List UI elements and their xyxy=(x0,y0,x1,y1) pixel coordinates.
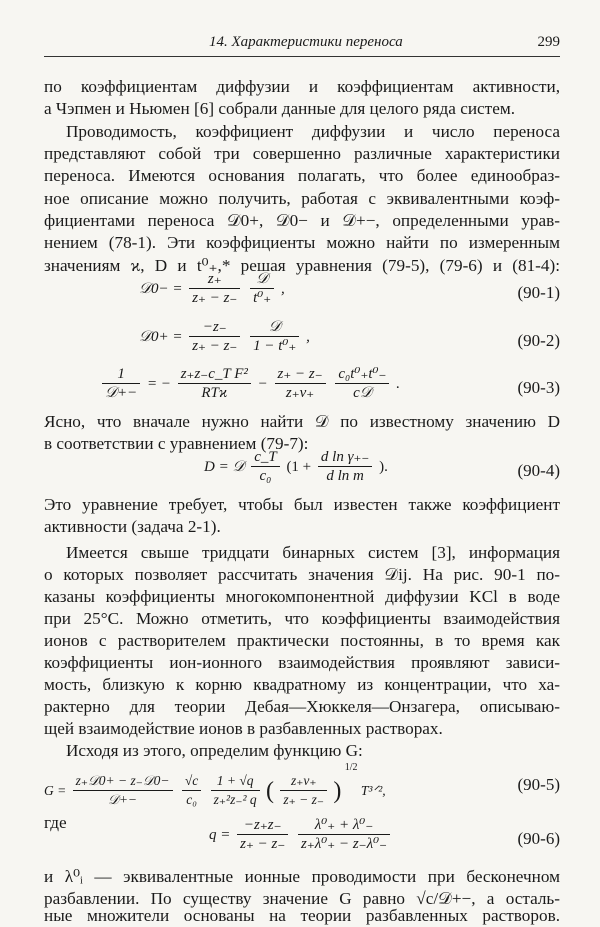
text-line: казаны коэффициенты многокомпонентной диффузии KCl в воде xyxy=(44,587,560,606)
text-line: в соответствии с уравнением (79-7): xyxy=(44,434,309,453)
text-line: и λ⁰ᵢ — эквивалентные ионные проводимости при бесконечном xyxy=(44,867,560,886)
text-line: рактерно для теории Дебая—Хюккеля—Онзагера, описываю- xyxy=(44,697,560,716)
text-line: переноса. Имеются основания полагать, что более единообраз- xyxy=(44,166,560,185)
text-line: ное описание можно получить, работая с эквивалентными коэф- xyxy=(44,189,560,208)
equation-label: (90-2) xyxy=(517,331,560,350)
equation-label: (90-6) xyxy=(517,829,560,848)
text-line: Ясно, что вначале нужно найти 𝒟 по известному значению D xyxy=(44,412,560,431)
equation-90-3: 1 𝒟+− = − z₊z₋c_T F² RTϰ − $\frac{z_+ - z_-}{z_+\nu_+}$ c₀t⁰₊t⁰₋ c𝒟 . (90-3) xyxy=(44,365,560,413)
text-line: нением (78-1). Эти коэффициенты можно найти по измеренным xyxy=(44,233,560,252)
page-number: 299 xyxy=(537,34,560,50)
equation-label: (90-4) xyxy=(517,461,560,480)
text-line: мость, близкую к корню квадратному из концентрации, что ха- xyxy=(44,675,560,694)
text-line: при 25°С. Можно отметить, что коэффициенты взаимодействия xyxy=(44,609,560,628)
equation-90-6: q = $\frac{-z_+z_-}{z_+ - z_-}$ $\frac{\text{λ⁰₊ + λ⁰₋}}{\text{z₊λ⁰₊ − z₋λ⁰₋}}$ (90-6) xyxy=(209,817,560,852)
header-rule xyxy=(44,56,560,57)
chapter-title: 14. Характеристики переноса xyxy=(209,34,403,50)
equation-90-5: G = z₊𝒟0+ − z₋𝒟0− 𝒟+− $\frac{√c}{\text{c₀}}$ $\frac{1 + √q}{\text{z₊²z₋² q}}$ ( $\frac{z_+\nu_+}{z_+ - z_-}$ ) $^{1/2}$ T³ᐟ², (90-5) xyxy=(44,762,560,808)
equation-90-1: 𝒟0− = $\frac{z_+}{z_+ - z_-}$ 𝒟 t⁰₊ , (90-1) xyxy=(139,271,560,306)
text-line: фициентами переноса 𝒟0+, 𝒟0− и 𝒟+−, определенными урав- xyxy=(44,211,560,230)
text-line: по коэффициентам диффузии и коэффициентам активности, xyxy=(44,77,560,96)
equation-90-2: 𝒟0+ = $\frac{-z_-}{z_+ - z_-}$ 𝒟 1 − t⁰₊ , (90-2) xyxy=(139,319,560,354)
text-line: где xyxy=(44,813,67,832)
text-line: о которых позволяет рассчитать значения 𝒟ij. На рис. 90-1 по- xyxy=(44,565,560,584)
text-line: ионов с растворителем практически постоянны, в то время как xyxy=(44,631,560,650)
text-line: представляют собой три совершенно различные характеристики xyxy=(44,144,560,163)
text-line: разбавлении. По существу значение G равно √c/𝒟+−, а осталь- xyxy=(44,889,560,908)
text-line: Проводимость, коэффициент диффузии и число переноса xyxy=(66,122,560,141)
equation-label: (90-3) xyxy=(517,378,560,397)
text-line: значениям ϰ, D и t⁰₊,* решая уравнения (79-5), (79-6) и (81-4): xyxy=(44,256,560,275)
text-line: а Чэпмен и Ньюмен [6] собрали данные для целого ряда систем. xyxy=(44,99,515,118)
text-line: ные множители основаны на теории разбавленных растворов. xyxy=(44,906,560,925)
equation-label: (90-1) xyxy=(517,283,560,302)
equation-90-4: D = 𝒟 $\frac{c\_T}{\text{c₀}}$ (1 + $\frac{\text{d ln γ₊₋}}{\text{d ln m}}$ ). (90-4) xyxy=(204,449,560,484)
text-line: Исходя из этого, определим функцию G: xyxy=(66,741,363,760)
text-line: щей взаимодействие ионов в разбавленных растворах. xyxy=(44,719,443,738)
text-line: Это уравнение требует, чтобы был известен также коэффициент xyxy=(44,495,560,514)
text-line: Имеется свыше тридцати бинарных систем [3], информация xyxy=(66,543,560,562)
text-line: коэффициенты ион-ионного взаимодействия проявляют зависи- xyxy=(44,653,560,672)
running-header xyxy=(44,34,560,58)
text-line: активности (задача 2-1). xyxy=(44,517,221,536)
equation-label: (90-5) xyxy=(517,775,560,794)
